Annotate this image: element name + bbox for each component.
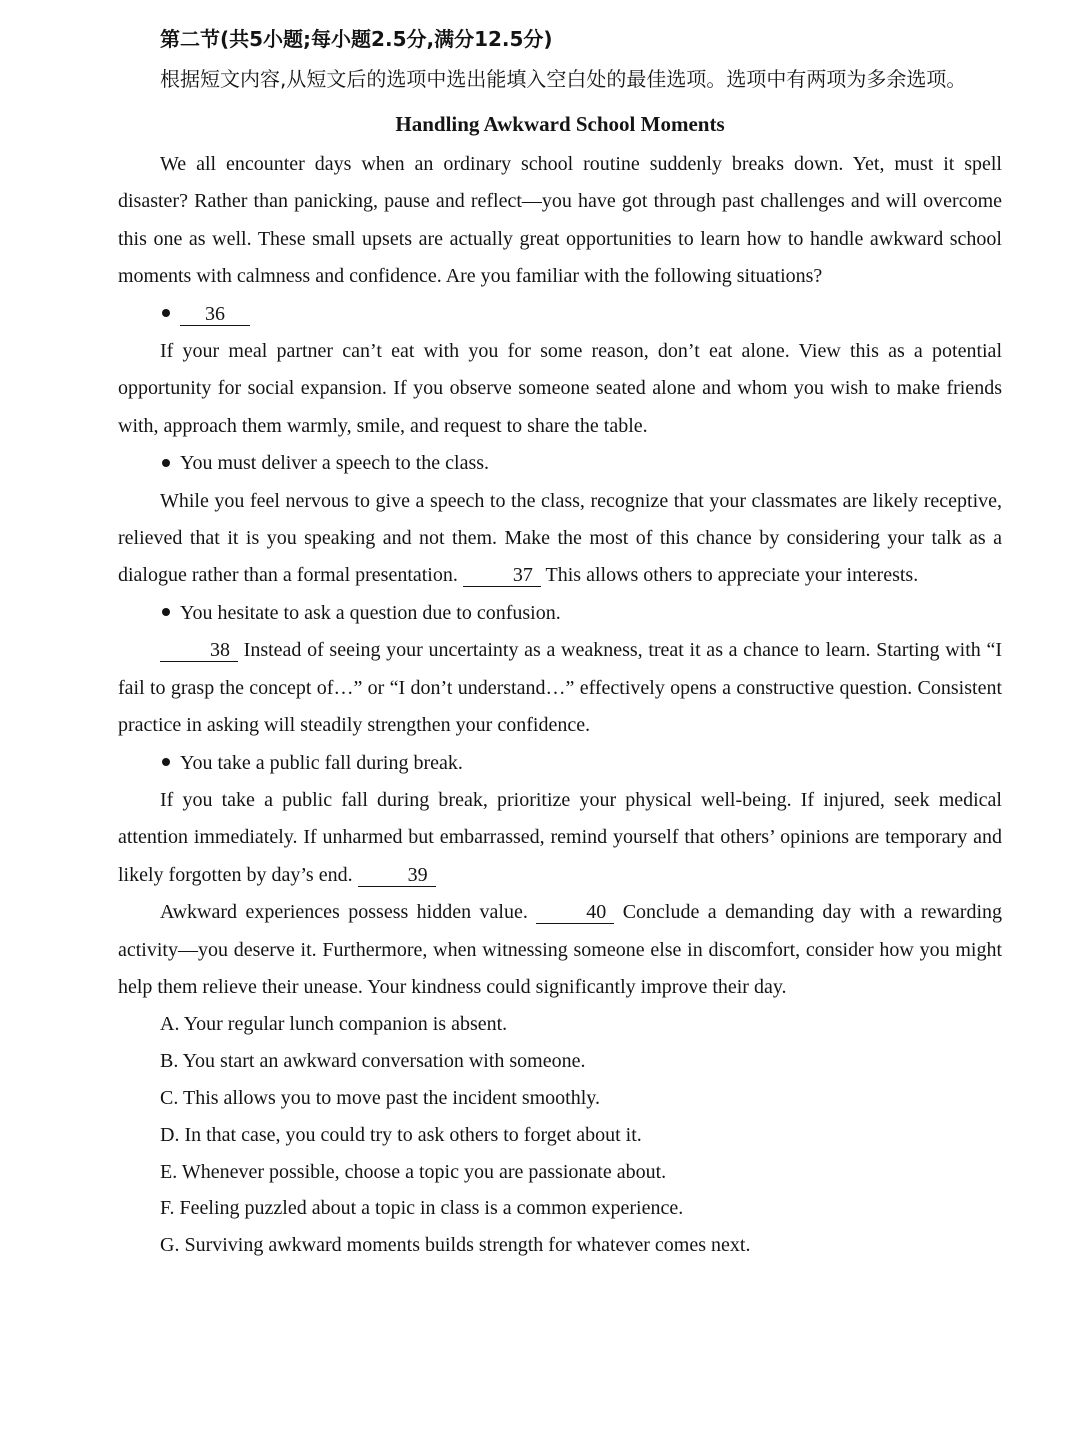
speech-text-before: While you feel nervous to give a speech to the class, recognize that your classmates are likely receptive, relieved that it is you speaking and not them. Make the most of this chance by considering your talk as a dialogue rather than a formal presentation. [118,489,1002,587]
paragraph-conclusion [118,894,1002,1006]
bullet-blank-36 [162,296,1002,333]
bullet-question [162,595,1002,632]
conclusion-text-before: Awkward experiences possess hidden value. [160,901,528,924]
blank-39: 39 [358,864,436,887]
paragraph-lunch: If your meal partner can’t eat with you for some reason, don’t eat alone. View this as a potential opportunity for social expansion. If you observe someone seated alone and whom you wish to make friends with, approach them warmly, smile, and request to share the table. [118,340,1002,437]
option-e: E. Whenever possible, choose a topic you are passionate about. [160,1160,667,1183]
paragraph-fall [118,782,1002,894]
paragraph-question [118,632,1002,744]
question-text: Instead of seeing your uncertainty as a weakness, treat it as a chance to learn. Starting with “I fail to grasp the concept of…” or “I don’t understand…” effectively opens a constructive question. Consistent practice in asking will steadily strengthen your confidence. [118,639,1002,737]
conclusion-text-after: Conclude a demanding day with a rewarding activity—you deserve it. Furthermore, when witnessing someone else in discomfort, consider how you might help them relieve their unease. Your kindness could significantly improve their day. [118,901,1003,998]
blank-40: 40 [536,901,614,924]
section-instruction: 根据短文内容,从短文后的选项中选出能填入空白处的最佳选项。选项中有两项为多余选项。 [160,67,967,91]
bullet-fall-text: You take a public fall during break. [180,751,463,774]
option-a: A. Your regular lunch companion is absent. [160,1013,508,1036]
fall-text: If you take a public fall during break, prioritize your physical well-being. If injured, seek medical attention immediately. If unharmed but embarrassed, remind yourself that others’ opinions are temporary and likely forgotten by day’s end. [118,788,1002,886]
bullet-dot-icon [162,459,170,467]
speech-text-after: This allows others to appreciate your interests. [545,564,919,587]
option-f: F. Feeling puzzled about a topic in class is a common experience. [160,1197,684,1220]
section-heading: 第二节(共5小题;每小题2.5分,满分12.5分) [160,27,553,51]
paragraph-speech [118,483,1002,595]
option-b: B. You start an awkward conversation with someone. [160,1050,586,1073]
bullet-speech [162,445,1002,482]
option-c: C. This allows you to move past the incident smoothly. [160,1086,600,1109]
article-title: Handling Awkward School Moments [395,112,725,136]
option-d: D. In that case, you could try to ask others to forget about it. [160,1123,642,1146]
blank-37: 37 [463,564,541,587]
bullet-dot-icon [162,309,170,317]
bullet-dot-icon [162,758,170,766]
bullet-question-text: You hesitate to ask a question due to confusion. [180,601,561,624]
bullet-dot-icon [162,608,170,616]
options-list [118,1006,1002,1264]
blank-38: 38 [160,639,238,662]
intro-paragraph: We all encounter days when an ordinary school routine suddenly breaks down. Yet, must it spell disaster? Rather than panicking, pause and reflect—you have got through past challenges and will overcome this one as well. These small upsets are actually great opportunities to learn how to handle awkward school moments with calmness and confidence. Are you familiar with the following situations? [118,153,1002,288]
bullet-speech-text: You must deliver a speech to the class. [180,452,490,475]
bullet-fall [162,745,1002,782]
option-g: G. Surviving awkward moments builds strength for whatever comes next. [160,1234,751,1257]
blank-36: 36 [180,303,250,326]
